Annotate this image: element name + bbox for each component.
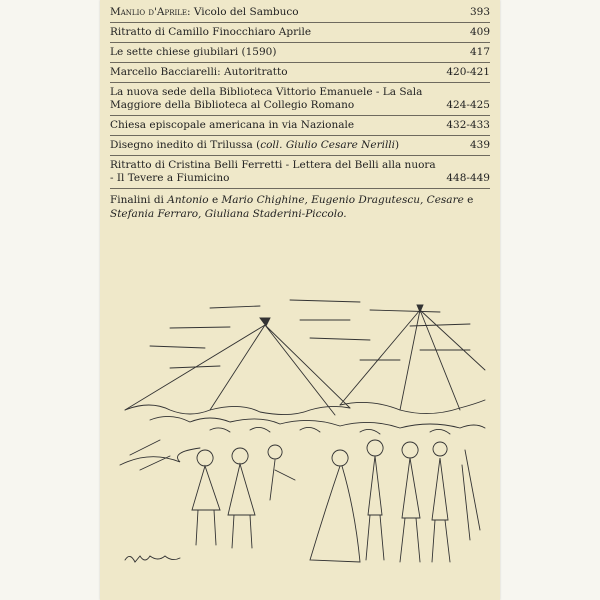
entry-title: Ritratto di Cristina Belli Ferretti - Lettera del Belli alla nuora - Il Tevere a Fiumicino: [110, 159, 436, 184]
entry-title: Vicolo del Sambuco: [193, 6, 299, 18]
entry-author: Manlio d'Aprile:: [110, 6, 191, 18]
finalini-credits: Finalini di Antonio e Mario Chighine, Eugenio Dragutescu, Cesare e Stefania Ferraro, Giuliana Staderini-Piccolo.: [110, 194, 474, 220]
book-page: [100, 0, 500, 600]
entry-title-italic: coll. Giulio Cesare Nerilli: [260, 139, 396, 151]
toc-entry: [110, 6, 490, 23]
entry-title: Chiesa episcopale americana in via Nazionale: [110, 119, 355, 131]
entry-page: 439: [469, 139, 490, 151]
entry-page: 393: [469, 6, 490, 18]
entry-title: Ritratto di Camillo Finocchiaro Aprile: [110, 26, 312, 38]
toc-entry: [110, 26, 490, 43]
entry-title: Le sette chiese giubilari (1590): [110, 46, 277, 58]
toc-entry: [110, 66, 490, 83]
toc-entry: [110, 139, 490, 156]
table-of-contents: [110, 6, 490, 192]
toc-entry: [110, 159, 490, 189]
entry-page: 448-449: [446, 172, 490, 184]
entry-page: 424-425: [446, 99, 490, 111]
entry-page: 432-433: [446, 119, 490, 131]
market-umbrellas-illustration: [110, 280, 490, 580]
entry-page: 420-421: [446, 66, 490, 78]
entry-title: Disegno inedito di Trilussa (: [110, 139, 261, 151]
entry-title-end: ): [395, 139, 400, 151]
entry-page: 409: [469, 26, 490, 38]
toc-entry: [110, 46, 490, 63]
entry-page: 417: [469, 46, 490, 58]
toc-entry: [110, 119, 490, 136]
entry-title: La nuova sede della Biblioteca Vittorio Emanuele - La Sala Maggiore della Biblioteca al Collegio Romano: [110, 86, 423, 111]
entry-title: Marcello Bacciarelli: Autoritratto: [110, 66, 288, 78]
toc-entry: [110, 86, 490, 116]
